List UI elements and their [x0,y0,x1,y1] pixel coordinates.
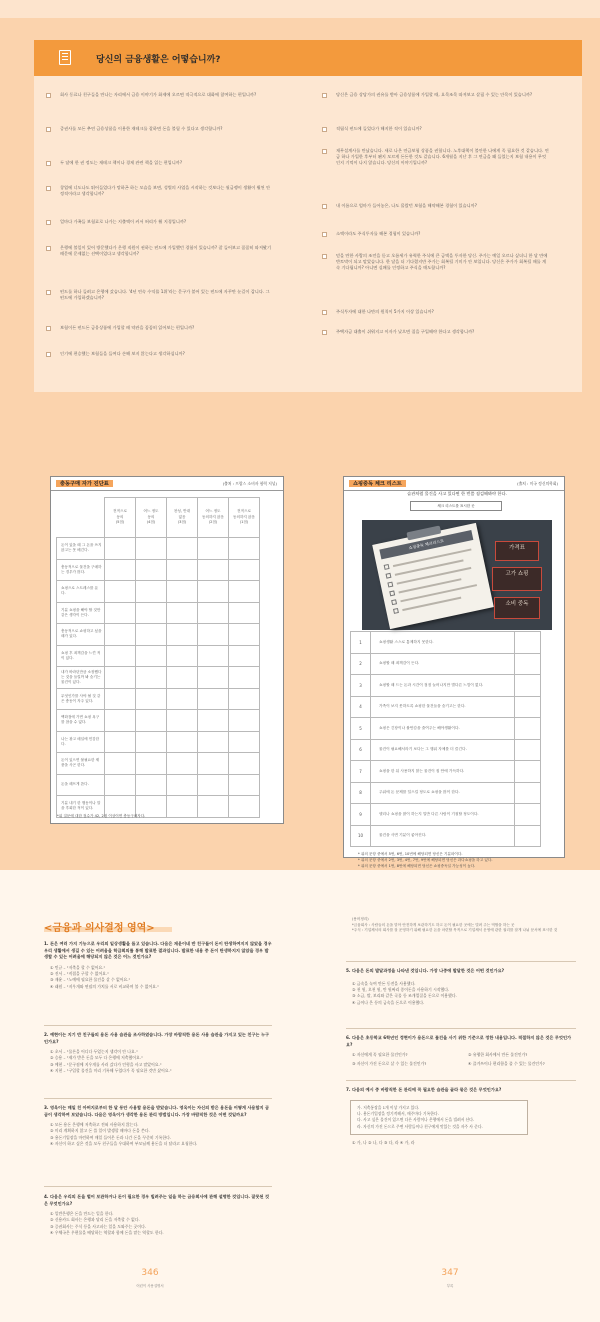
table-row [351,675,541,697]
check-cell[interactable] [515,696,541,718]
check-cell[interactable] [515,675,541,697]
illustration-subcaption: 체크 리스트를 표시한 곳 [410,501,502,511]
score-cell[interactable] [136,581,167,603]
score-cell[interactable] [167,581,198,603]
score-cell[interactable] [136,538,167,560]
glossary: (용어정리) *금융회사 : 사람들의 돈을 맡아 안전하게 보관하기도 하고 돈이 필요한 곳에는 빌려 주는 역할을 하는 곳 *주식 : 기업체서의 회사를 잘 운영하기 위해 필요한 돈을 마련할 목적으로 기업체서 운영에 관한 권리를 잘게 나눠 문서에 표시한 것 [352,917,558,933]
checkbox[interactable] [322,232,327,237]
item-number: 1 [351,632,371,654]
score-cell[interactable] [229,602,260,624]
checkbox[interactable] [46,220,51,225]
score-cell[interactable] [167,753,198,775]
checkbox-icon [387,582,393,588]
score-cell[interactable] [229,538,260,560]
quiz-item[interactable]: 보험이든 펀드든 금융상품에 가입할 때 약관을 꼼꼼히 읽어보는 편입니까? [46,325,274,351]
quiz-item[interactable]: 창업에 너도나도 뛰어들었다가 망하곤 하는 모습을 보면, 성별의 사업을 시작하는 것보다는 월급쟁이 생활이 훨씬 안정적이라고 생각합니까? [46,185,274,219]
score-cell[interactable] [198,710,229,732]
row-label: 쇼핑으로 스트레스를 푼다. [57,581,105,603]
item-text: 가족이 보지 못하도록 쇼핑한 물건들을 숨기고는 한다. [371,696,515,718]
score-cell[interactable] [167,731,198,753]
quiz-item[interactable]: 재무설계사를 만났습니다. 새로 나온 연금보험 상품을 권합니다. 노후대책이 불안한 나에게 꼭 필요한 것 같습니다. 연금 하나 가입한 후부터 왠지 모르게 든든한 것도 같습니다. 6개월을 지난 후 그 연금을 왜 들었는지 보험 내용이 무엇인지 기억이 나지 않습니다. 당신의 이야기입니까? [322,148,550,203]
item-text: 물건을 사면 기분이 좋아진다. [371,825,515,847]
item-number: 6 [351,739,371,761]
score-cell[interactable] [229,624,260,646]
blank-header [57,498,105,538]
option[interactable]: ② 유행한 회사에서 만든 물건인가? [468,1052,528,1057]
score-cell[interactable] [136,688,167,710]
divider [44,1025,272,1026]
page-caption-right: 부록 [446,1284,454,1288]
item-number: 5 [351,718,371,740]
option[interactable]: ① 자신에게 꼭 필요한 물건인가? [352,1052,408,1057]
option[interactable]: ③ 예현 – "문구점에 지우개를 사러 갔다가 인형을 사고 말았어요." [50,1061,162,1067]
score-cell[interactable] [136,731,167,753]
score-cell[interactable] [229,753,260,775]
option[interactable]: ④ 금이나 은 등의 금속을 돈으로 이용했다. [352,999,425,1005]
table-row [57,688,260,710]
score-cell[interactable] [229,667,260,689]
quiz-item[interactable]: 내 이름으로 엄마가 들어놓은, 나도 몰랐던 보험을 해약해본 경험이 있습니까? [322,203,550,231]
column-header: 전적으로 동의 (5점) [105,498,136,538]
check-cell[interactable] [515,739,541,761]
score-cell[interactable] [167,774,198,796]
item-number: 2 [351,653,371,675]
question-2: 2. 예현이는 지기 반 친구들의 용돈 사용 습관을 조사하였습니다. 가장 바람직한 용돈 사용 습관을 가지고 있는 친구는 누구인가요? ① 초서 – "물론을 어디다 두었는지 생각이 안 나요." ② 승용 – "제가 받은 돈을 모두 다 은행에 저축했어요." ③ 예현 – "문구점에 지우개를 사러 갔다가 인형을 사고 말았어요." ④ 지현 – "구입할 물건을 미리 기록해 두었다가 꼭 필요한 것만 샀어요." [44,1032,272,1075]
checkbox[interactable] [46,93,51,98]
quiz-item[interactable]: 적립식 펀드에 들었다가 해지한 적이 있습니까? [322,126,550,148]
question-3: 3. 영옥이는 매일 친 아버지로부터 한 달 동안 사용할 용돈을 받았습니다. 영옥이는 자신의 받은 용돈을 어떻게 사용할지 곰곰이 생각하여 보았습니다. 다음은 영옥이가 생각한 용돈 관리 방법입니다. 가장 바람직한 것은 어떤 것일까요? ① 모든 용돈 은행에 저축하고 전혀 사용하지 않는다. ② 미리 계획하지 않고 돈 쓸 일이 발생할 때마다 돈을 쓴다. ③ 용돈기입장을 마련하여 매일 들어온 돈과 나간 돈을 꾸준히 기록한다. ④ 자신이 하고 싶은 것을 모두 친구들을 우대하여 부모님께 용돈을 더 달라고 요청한다. [44,1105,272,1148]
score-cell[interactable] [105,559,136,581]
checkbox[interactable] [46,161,51,166]
checkbox[interactable] [322,204,327,209]
row-label: 내가 바라던만큼 소장했다는 것을 들킬까 봐 숨기는 물건이 있다. [57,667,105,689]
checkbox[interactable] [322,254,327,259]
score-cell[interactable] [167,559,198,581]
option[interactable]: ① 민규 – "저축을 할 수 없어요." [50,964,106,970]
score-cell[interactable] [105,710,136,732]
checkbox[interactable] [322,127,327,132]
score-cell[interactable] [167,688,198,710]
score-cell[interactable] [105,667,136,689]
option[interactable]: ① 일반은행은 돈을 만드는 일을 한다. [50,1211,114,1216]
checkbox[interactable] [322,310,327,315]
score-cell[interactable] [167,624,198,646]
item-number: 7 [351,761,371,783]
shopping-table [350,631,541,847]
workbook-heading: <금융과 의사결정 영역> [44,919,155,934]
divider [346,961,576,962]
item-text: 쇼핑을 한 뒤 사용하지 않는 물건이 집 안에 가득하다. [371,761,515,783]
page-number-left: 346 [141,1268,159,1278]
score-cell[interactable] [136,774,167,796]
item-text: 쇼핑은 긴장이나 불안감을 줄여주는 해야생활이다. [371,718,515,740]
score-cell[interactable] [229,774,260,796]
option[interactable]: ① 초서 – "물론을 어디다 두었는지 생각이 안 나요." [50,1049,138,1054]
table-row [57,559,260,581]
table-row [351,653,541,675]
quiz-item[interactable]: 믿을 만한 사람의 조언을 듣고 오름세가 유력한 주식에 큰 금액을 투자한 당신. 주가는 예일 오르나 싶더니 한 달 만에 반토막이 되고 말았습니다. 한 달을 더 기다렸지만 주가는 회복될 기미가 안 보입니다. 당신은 주가가 회복될 때를 계속 기다립니까? 아니면 실패를 인정하고 주식을 매도합니까? [322,253,550,309]
item-text: 물건이 필요해서라기 보다는 그 행위 자체를 더 즐긴다. [371,739,515,761]
row-label: 기분 내기 한 행동이나 말을 후회한 적이 있다. [57,796,105,818]
card-source: (출처 : 프랑스 소비자 협력 저널) [222,481,277,486]
option[interactable]: ① 모든 용돈 은행에 저축하고 전혀 사용하지 않는다. [50,1122,139,1127]
row-label: 돈을 헤프게 쓴다. [57,774,105,796]
checkbox[interactable] [46,246,51,251]
page-number-right: 347 [441,1268,459,1278]
item-number: 9 [351,804,371,826]
row-label: 충동적으로 쇼핑하고 싶을 때가 있다. [57,624,105,646]
score-cell[interactable] [105,688,136,710]
row-label: 돈이 있을 때 그 돈을 쓰지 않고는 못 배긴다. [57,538,105,560]
option[interactable]: ③ 용돈기입장을 마련하여 매일 들어온 돈과 나간 돈을 꾸준히 기록한다. [50,1134,172,1140]
checkbox-icon [391,599,397,605]
checkbox-icon [389,590,395,596]
question-1: 1. 돈은 여러 가지 기능으로 우리의 일상생활을 돕고 있습니다. 다음은 재윤이네 반 친구들이 돈이 탄생하여지지 않았을 경우 우리 생활에서 생길 수 있는 어려움을 학급회의를 통해 발표한 결과입니다. 발표한 내용 중 돈이 탄생하지지 않았을 경우 발생할 수 있는 어려움에 해당되지 않은 것은 어느 것인가요? ① 민규 – "저축을 할 수 없어요." ② 진서 – "직접을 구할 수 없어요." ③ 재윤 – "노예에 필요한 물건을 살 수 없어요." ④ 래원 – "지우개와 연필의 가치를 서로 비교하며 볼 수 없어요." [44,941,272,989]
column-header: 전적으로 동의하지 않음 (1점) [229,498,260,538]
check-cell[interactable] [515,718,541,740]
item-number: 10 [351,825,371,847]
item-number: 3 [351,675,371,697]
calculator-icon [59,50,71,65]
option[interactable]: ② 승용 – "제가 받은 돈을 모두 다 은행에 저축했어요." [50,1055,143,1061]
score-cell[interactable] [229,796,260,818]
quiz-item[interactable]: 얼마다 가족들 보험료로 나가는 지출액이 커서 허리가 휠 지경입니까? [46,219,274,245]
quiz-right-column [322,92,550,349]
column-header: 어느 정도 동의 (4점) [136,498,167,538]
check-cell[interactable] [515,761,541,783]
question-7: 7. 다음의 예시 중 바람직한 돈 관리에 꼭 필요한 습관을 골라 묶은 것은 무엇인가요? 가. 저축통장을 1개 이상 가지고 있다. 나. 용돈기입장을 정기적해서, 매주마다 기록한다. 다. 사고 싶은 물건이 있으면 다른 사람이나 은행에서 돈을 빌려서 산다. 라. 자신의 가진 돈으로 주변 사람들이나 친구에게 맛있는 것을 자주 사 준다. ① 가, 나 ② 나, 다 ③ 다, 라 ④ 가, 라 [346,1087,576,1147]
quiz-item[interactable]: 소액이라도 주식투자를 해본 경험이 있습니까? [322,231,550,253]
price-tag-2: 고가 쇼핑 [492,567,542,591]
score-cell[interactable] [136,559,167,581]
row-label: 충동적으로 물건을 구매하는 경우가 많다. [57,559,105,581]
score-cell[interactable] [136,602,167,624]
score-cell[interactable] [105,753,136,775]
row-label: 무엇인가를 사야 될 것 같은 충동이 자주 있다. [57,688,105,710]
score-cell[interactable] [198,667,229,689]
quiz-left-column [46,92,274,371]
top-strip [0,0,600,18]
table-row [57,710,260,732]
option[interactable]: ② 미리 계획하지 않고 돈 쓸 일이 발생할 때마다 돈을 쓴다. [50,1128,150,1134]
checkbox[interactable] [46,127,51,132]
option[interactable]: ③ 재윤 – "노예에 필요한 물건을 살 수 없어요." [50,977,131,983]
divider [44,1098,272,1099]
score-cell[interactable] [167,645,198,667]
footnote: *위 질문에 대한 점수가 42, 2점 이상이면 충동구매자다. [57,814,146,818]
question-5: 5. 다음은 돈의 발달과정을 나타낸 것입니다. 가장 나중에 발달한 것은 어떤 것인가요? ① 금속을 녹여 만든 동전을 사용했다. ② 천 원, 오천 원, 만 원짜리 종이돈을 사용하기 시작했다. ③ 소금, 쌀, 보리와 같은 곡물 등 조개껍질을 돈으로 이용했다. ④ 금이나 은 등의 금속을 돈으로 이용했다. [346,968,576,1006]
card-header [344,477,564,491]
option[interactable]: ③ 증권회사는 주식 등을 사고파는 일을 도와주는 곳이다. [50,1223,147,1229]
score-cell[interactable] [229,581,260,603]
table-row [57,667,260,689]
row-label: 쇼핑 후 죄책감을 느낀 적이 있다. [57,645,105,667]
score-cell[interactable] [198,774,229,796]
score-cell[interactable] [198,581,229,603]
quiz-item[interactable]: 펀드를 하나 들려고 은행에 갔습니다. '4년 연속 수익률 1위'라는 문구가 붙어 있는 펀드에 자꾸만 눈길이 갑니다. 그 펀드에 가입하겠습니까? [46,289,274,325]
table-row [351,632,541,654]
item-text: 주위에 돈 문제를 일으킬 정도로 쇼핑을 많이 한다. [371,782,515,804]
check-cell[interactable] [515,632,541,654]
checkbox[interactable] [46,186,51,191]
checkbox[interactable] [322,330,327,335]
table-row [57,753,260,775]
table-row [351,739,541,761]
quiz-header [34,40,582,76]
score-cell[interactable] [136,667,167,689]
option[interactable]: ② 천 원, 오천 원, 만 원짜리 종이돈을 사용하기 시작했다. [352,986,450,992]
option[interactable]: ④ 지현 – "구입할 물건을 미리 기록해 두었다가 꼭 필요한 것만 샀어요." [50,1068,172,1074]
option[interactable]: ② 신용카드 회사는 은행과 달리 돈을 저축할 수 없다. [50,1217,140,1223]
score-cell[interactable] [167,667,198,689]
table-row [351,761,541,783]
score-cell[interactable] [198,796,229,818]
table-row [57,774,260,796]
row-label: 나는 광고 매일에 민감한다. [57,731,105,753]
check-cell[interactable] [515,782,541,804]
check-cell[interactable] [515,825,541,847]
quiz-item[interactable]: 주택자금 대출이 쉬워지고 이자가 낮으면 집을 구입해야 한다고 생각합니까? [322,329,550,349]
score-cell[interactable] [105,624,136,646]
item-number: 8 [351,782,371,804]
row-label: 백화점에 가면 쇼핑 욕구를 참을 수 없다. [57,710,105,732]
divider [346,1028,576,1029]
line [400,584,477,602]
shopping-notes: * 위의 문항 중에서 5번, 6번, 10번에 해당되면 당신은 기분파이다. * 위의 문항 중에서 2번, 3번, 4번, 7번, 9번에 해당되면 당신은 과다쇼핑을 하고 있다. * 위의 문항 중에서 1번, 8번에 해당되면 당신은 쇼핑중독일 가능성이 높다. [358,852,493,868]
quiz-title: 당신의 금융생활은 어떻습니까? [96,55,221,65]
item-text: 쇼핑할 때 죄책감이 든다. [371,653,515,675]
score-cell[interactable] [198,753,229,775]
score-cell[interactable] [136,710,167,732]
table-row [57,602,260,624]
item-text: 쇼핑할 때 드는 돈과 시간이 점점 늘어나지만 별다른 느낌이 없다. [371,675,515,697]
option[interactable]: ④ 자신이 하고 싶은 것을 모두 친구들을 우대하여 부모님께 용돈을 더 달라고 요청한다. [50,1141,198,1147]
clipboard-header: 쇼핑중독 체크리스트 [379,530,473,559]
column-header: 어느 정도 동의하지 않음 (2점) [198,498,229,538]
score-cell[interactable] [167,538,198,560]
score-cell[interactable] [105,731,136,753]
item-text: 쇼핑생활 스스로 통제하지 못한다. [371,632,515,654]
table-row [351,696,541,718]
table-row [351,804,541,826]
score-cell[interactable] [105,581,136,603]
options[interactable]: ① 가, 나 ② 나, 다 ③ 다, 라 ④ 가, 라 [352,1140,415,1146]
impulse-checklist-card [50,476,284,824]
row-label: 기분 쇼핑을 해야 할 것만 같은 생각이 든다. [57,602,105,624]
score-cell[interactable] [167,602,198,624]
score-cell[interactable] [105,538,136,560]
table-row [351,825,541,847]
card-title: 충동구매 자가 진단표 [56,480,113,487]
quiz-item[interactable]: 인기에 편승했는 보험들을 들여다 손해 보지 않는다고 생각하십니까? [46,351,274,371]
checkbox-icon [393,608,399,614]
row-label: 돈이 있으면 불필요한 제품을 사곤 한다. [57,753,105,775]
shopping-table-body [351,632,541,847]
score-cell[interactable] [105,645,136,667]
column-header: 찬성, 반대 없음 (3점) [167,498,198,538]
option[interactable]: ③ 소금, 쌀, 보리와 같은 곡물 등 조개껍질을 돈으로 이용했다. [352,993,457,999]
score-cell[interactable] [105,602,136,624]
quiz-item[interactable]: 당신은 금융 상담가의 권유를 받아 금융상품에 가입할 때, 요목조목 따져보고 살필 수 있는 안목이 있습니까? [322,92,550,126]
quiz-item[interactable]: 두 달에 한 권 정도는 재테크 책이나 경제 관련 책을 읽는 편입니까? [46,160,274,185]
score-cell[interactable] [198,624,229,646]
table-row [351,782,541,804]
divider [44,1186,272,1187]
table-row [351,718,541,740]
quiz-item[interactable]: 은행에 볼일이 있어 방문했다가 은행 직원이 권하는 펀드에 가입했던 경험이 있습니까? 잘 들어보고 꼼꼼히 따져봤기 때문에 문제없는 선택이었다고 생각합니까? [46,245,274,289]
score-cell[interactable] [136,753,167,775]
table-row [57,581,260,603]
score-cell[interactable] [229,559,260,581]
score-cell[interactable] [198,645,229,667]
illustration-caption: 습관처럼 물건을 사고 있다면 한 번쯤 점검해봐야 한다. [407,491,507,496]
score-cell[interactable] [198,688,229,710]
checkbox[interactable] [322,93,327,98]
quiz-item[interactable]: 회사 동료나 친구들을 만나는 자리에서 금융 이야기가 화제에 오르면 적극적으로 대화에 참여하는 편입니까? [46,92,274,126]
page-caption-left: 어린이 사용설명서 [136,1284,164,1288]
score-cell[interactable] [167,710,198,732]
checkbox-icon [384,564,390,570]
score-cell[interactable] [198,538,229,560]
checkbox[interactable] [322,149,327,154]
example-box: 가. 저축통장을 1개 이상 가지고 있다. 나. 용돈기입장을 정기적해서, 매주마다 기록한다. 다. 사고 싶은 물건이 있으면 다른 사람이나 은행에서 돈을 빌려서 산다. 라. 자신의 가진 돈으로 주변 사람들이나 친구에게 맛있는 것을 자주 사 준다. [350,1100,528,1136]
option[interactable]: ④ 우체국은 우편물을 배달하는 역할과 함께 돈을 맡는 역할도 한다. [50,1230,164,1236]
table-row [57,624,260,646]
table-row [57,538,260,560]
card-source: (출처 : 미국 정신의학회) [517,481,558,486]
score-cell[interactable] [229,688,260,710]
score-cell[interactable] [105,774,136,796]
card-header [51,477,283,491]
score-cell[interactable] [167,796,198,818]
card-title: 쇼핑중독 체크 리스트 [349,480,406,487]
quiz-item[interactable]: 증권사를 모든 추연 금융상품을 이용한 재테크를 잘하면 돈을 불릴 수 있다고 생각합니까? [46,126,274,160]
quiz-item[interactable]: 주식투자에 대한 나만의 원칙이 5가지 이상 있습니까? [322,309,550,329]
checkbox-icon [386,573,392,579]
score-cell[interactable] [229,710,260,732]
impulse-table-body [57,538,260,818]
item-number: 4 [351,696,371,718]
table-row [57,731,260,753]
option[interactable]: ④ 즐겨쓰이나 편리함을 줄 수 있는 물건인가? [468,1061,545,1066]
score-cell[interactable] [229,645,260,667]
check-cell[interactable] [515,653,541,675]
check-cell[interactable] [515,804,541,826]
line [397,567,472,584]
price-tag-1: 가격표 [495,541,539,561]
question-6: 6. 다음은 초등학교 6학년인 정현이가 용돈으로 물건을 사기 위한 기준으로 정한 내용입니다. 적절하지 않은 것은 무엇인가요? ① 자신에게 꼭 필요한 물건인가? ② 유행한 회사에서 만든 물건인가? ③ 자신이 가진 돈으로 살 수 있는 물건인가? ④ 즐겨쓰이나 편리함을 줄 수 있는 물건인가? [346,1035,572,1066]
option[interactable]: ④ 래원 – "지우개와 연필의 가치를 서로 비교하며 볼 수 없어요." [50,983,160,989]
score-cell[interactable] [136,624,167,646]
checkbox[interactable] [46,352,51,357]
item-text: 엘리나 쇼핑을 많이 하는지 일반 다른 사람이 기절할 정도이다. [371,804,515,826]
price-tag-3: 소비 중독 [494,597,540,619]
divider [346,1080,576,1081]
checkbox[interactable] [46,290,51,295]
table-row [57,645,260,667]
option[interactable]: ③ 자신이 가진 돈으로 살 수 있는 물건인가? [352,1061,427,1066]
score-cell[interactable] [136,645,167,667]
question-4: 4. 다음은 우리의 돈을 벌어 보관하거나 돈이 필요한 경우 빌려주는 일을 하는 금융회사에 관해 설명한 것입니다. 잘못된 것은 무엇인가요? ① 일반은행은 돈을 만드는 일을 한다. ② 신용카드 회사는 은행과 달리 돈을 저축할 수 없다. ③ 증권회사는 주식 등을 사고파는 일을 도와주는 곳이다. ④ 우체국은 우편물을 배달하는 역할과 함께 돈을 맡는 역할도 한다. [44,1194,272,1237]
score-cell[interactable] [198,602,229,624]
score-cell[interactable] [229,731,260,753]
score-cell[interactable] [198,731,229,753]
impulse-table [56,497,260,818]
option[interactable]: ① 금속을 녹여 만든 동전을 사용했다. [352,980,416,986]
option[interactable]: ② 진서 – "직접을 구할 수 없어요." [50,970,110,976]
checkbox[interactable] [46,326,51,331]
score-cell[interactable] [198,559,229,581]
